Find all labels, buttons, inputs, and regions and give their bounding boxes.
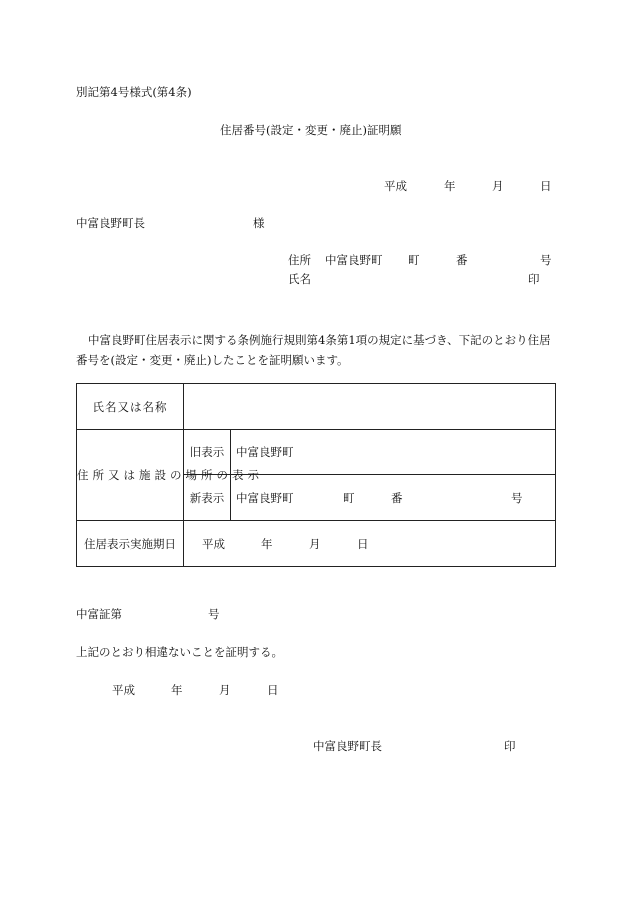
- date-label-cell: [77, 521, 184, 567]
- implementation-date-cell[interactable]: [184, 521, 556, 567]
- date-day: 日: [540, 179, 552, 193]
- name-value-cell[interactable]: [184, 384, 556, 430]
- certificate-issuer: 中富良野町長: [313, 739, 382, 753]
- certificate-date-era: 平成: [112, 683, 135, 697]
- application-table: [76, 383, 556, 567]
- new-display-go: 号: [511, 490, 523, 505]
- address-label: 住所又は施設の場所の表示: [77, 467, 263, 482]
- certificate-date-year: 年: [171, 683, 183, 697]
- implementation-date-era: 平成: [202, 536, 225, 551]
- certificate-date-month: 月: [219, 683, 231, 697]
- request-paragraph: 中富良野町住居表示に関する条例施行規則第4条第1項の規定に基づき、下記のとおり住居番号を(設定・変更・廃止)したことを証明願います。: [76, 333, 551, 367]
- name-label: 氏名又は名称: [92, 399, 168, 414]
- new-display-label: 新表示: [184, 475, 231, 521]
- applicant-seal: 印: [528, 272, 540, 286]
- applicant-address-town: 中富良野町: [325, 253, 383, 267]
- certificate-date-day: 日: [267, 683, 279, 697]
- applicant-go: 号: [540, 253, 552, 267]
- applicant-address-label: 住所: [288, 253, 311, 267]
- certificate-seal: 印: [504, 739, 516, 753]
- date-era: 平成: [384, 179, 407, 193]
- implementation-date-year: 年: [261, 536, 273, 551]
- new-display-cho: 町: [343, 490, 355, 505]
- recipient-name: 中富良野町長: [76, 216, 145, 230]
- certificate-statement: 上記のとおり相違ないことを証明する。: [76, 645, 283, 659]
- implementation-date-label: 住居表示実施期日: [84, 536, 176, 551]
- new-display-value-cell[interactable]: [231, 475, 556, 521]
- applicant-ban: 番: [456, 253, 468, 267]
- form-number: 別記第4号様式(第4条): [76, 85, 192, 99]
- new-display-ban: 番: [391, 490, 403, 505]
- document-title: 住居番号(設定・変更・廃止)証明願: [220, 123, 402, 137]
- date-year: 年: [444, 179, 456, 193]
- applicant-name-label: 氏名: [288, 272, 311, 286]
- certificate-number-suffix: 号: [208, 607, 220, 621]
- applicant-cho: 町: [408, 253, 420, 267]
- implementation-date-day: 日: [357, 536, 369, 551]
- new-display-town: 中富良野町: [236, 490, 294, 505]
- old-display-label: 旧表示: [184, 430, 231, 475]
- implementation-date-month: 月: [309, 536, 321, 551]
- date-month: 月: [492, 179, 504, 193]
- old-display-town: 中富良野町: [236, 445, 294, 459]
- certificate-number-label: 中富証第: [76, 607, 122, 621]
- name-label-cell: [77, 384, 184, 430]
- recipient-honorific: 様: [253, 216, 265, 230]
- old-display-value-cell[interactable]: [231, 430, 556, 475]
